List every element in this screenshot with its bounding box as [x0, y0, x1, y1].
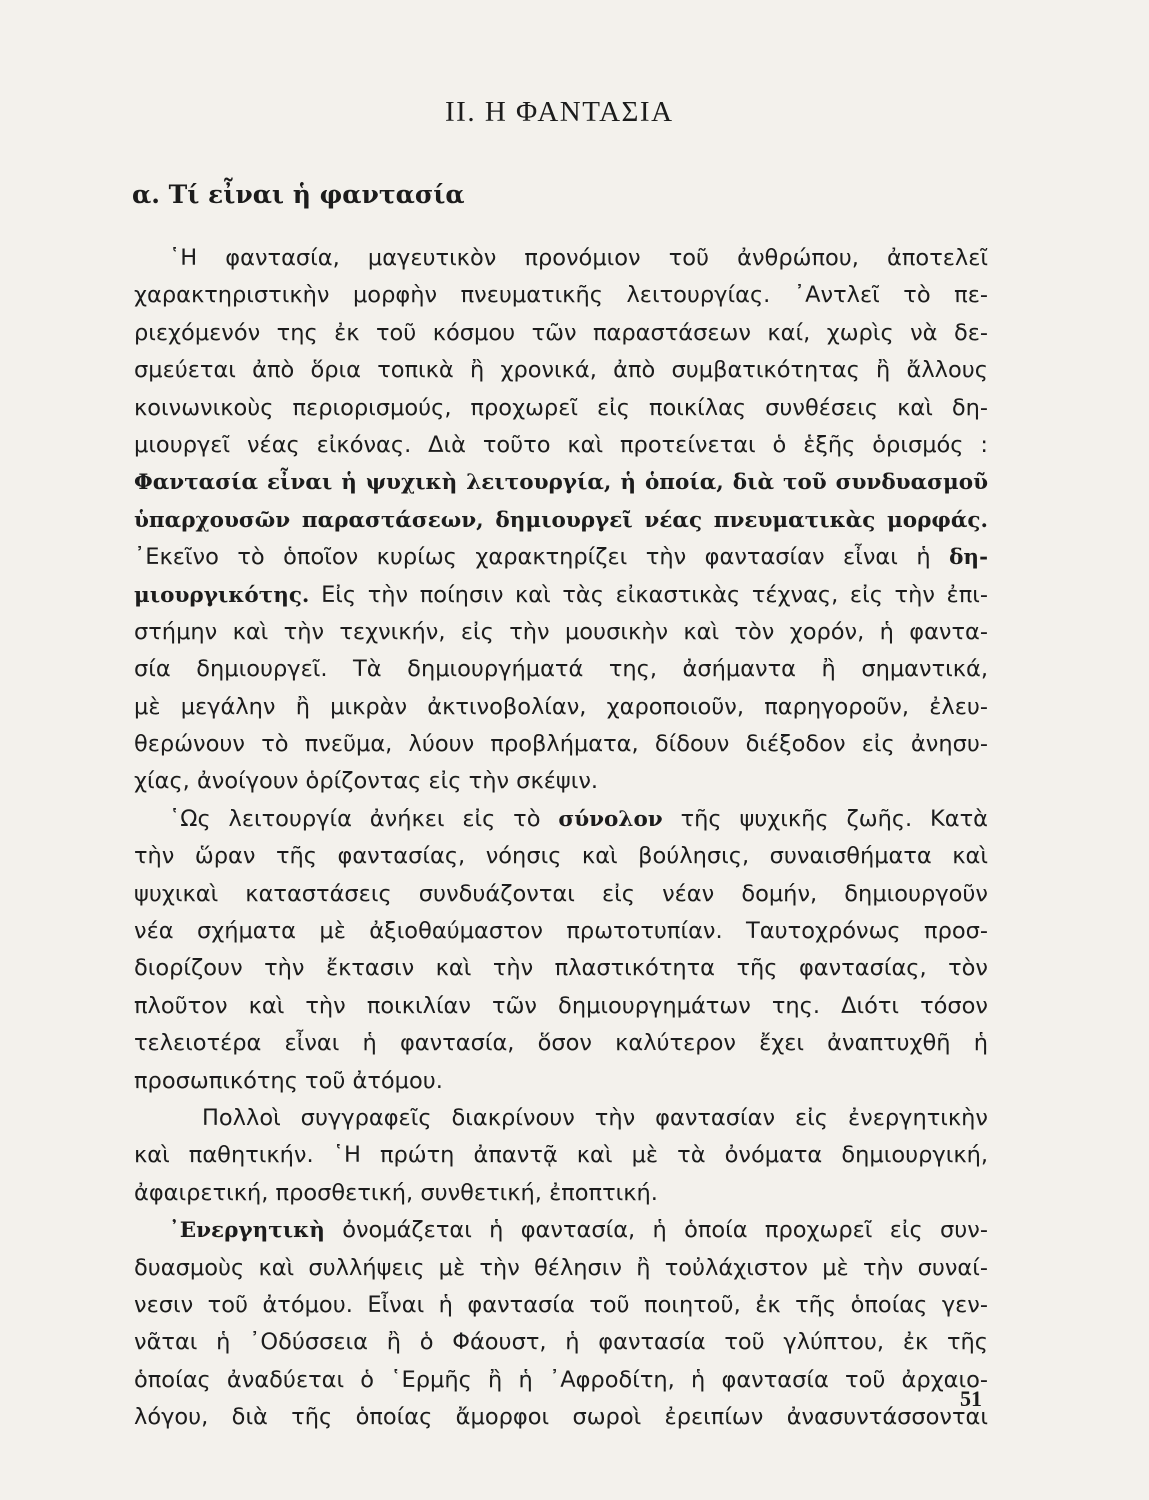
- text-line: καὶ παθητικήν. ῾Η πρώτη ἀπαντᾷ καὶ μὲ τὰ ὀνόματα δημιουργική,: [134, 1142, 988, 1169]
- text-line: μὲ μεγάλην ἢ μικρὰν ἀκτινοβολίαν, χαροποιοῦν, παρηγοροῦν, ἐλευ-: [134, 693, 988, 720]
- text-span: Εἰς τὴν ποίησιν καὶ τὰς εἰκαστικὰς τέχνας, εἰς τὴν ἐπι-: [309, 581, 988, 608]
- text-line: [134, 577, 988, 614]
- text-line: Πολλοὶ συγγραφεῖς διακρίνουν τὴν φαντασίαν εἰς ἐνεργητικὴν: [202, 1104, 988, 1131]
- text-line: χίας, ἀνοίγουν ὁρίζοντας εἰς τὴν σκέψιν.: [134, 768, 599, 795]
- text-line: ῾Η φαντασία, μαγευτικὸν προνόμιον τοῦ ἀνθρώπου, ἀποτελεῖ: [169, 245, 988, 271]
- text-span: ᾿Εκεῖνο τὸ ὁποῖον κυρίως χαρακτηρίζει τὴν φαντασίαν εἶναι ἡ: [134, 544, 950, 571]
- text-span: ὀνομάζεται ἡ φαντασία, ἡ ὁποία προχωρεῖ εἰς συν-: [324, 1217, 988, 1244]
- text-span: ῾Ως λειτουργία ἀνήκει εἰς τὸ: [169, 805, 559, 832]
- text-line: θερώνουν τὸ πνεῦμα, λύουν προβλήματα, δίδουν διέξοδον εἰς ἀνησυ-: [134, 731, 988, 758]
- emphasis-text: μιουργικότης.: [134, 582, 310, 608]
- definition-line: Φαντασία εἶναι ἡ ψυχικὴ λειτουργία, ἡ ὁποία, διὰ τοῦ συνδυασμοῦ: [134, 470, 988, 496]
- text-line: ψυχικαὶ καταστάσεις συνδυάζονται εἰς νέαν δομήν, δημιουργοῦν: [134, 880, 988, 907]
- emphasis-text: ᾿Ενεργητικὴ: [169, 1218, 325, 1244]
- emphasis-text: δη-: [949, 545, 988, 571]
- page-number: 51: [960, 1386, 982, 1411]
- text-line: δυασμοὺς καὶ συλλήψεις μὲ τὴν θέλησιν ἢ τοὐλάχιστον μὲ τὴν συναί-: [134, 1254, 988, 1281]
- chapter-title: ΙΙ. Η ΦΑΝΤΑΣΙΑ: [445, 96, 674, 128]
- text-line: σμεύεται ἀπὸ ὅρια τοπικὰ ἢ χρονικά, ἀπὸ συμβατικότητας ἢ ἄλλους: [134, 357, 988, 384]
- text-line: νέα σχήματα μὲ ἀξιοθαύμαστον πρωτοτυπίαν. Ταυτοχρόνως προσ-: [134, 918, 988, 945]
- definition-line: ὑπαρχουσῶν παραστάσεων, δημιουργεῖ νέας πνευματικὰς μορφάς.: [134, 507, 988, 533]
- text-line: νᾶται ἡ ᾿Οδύσσεια ἢ ὁ Φάουστ, ἡ φαντασία τοῦ γλύπτου, ἐκ τῆς: [134, 1329, 988, 1356]
- text-line: νεσιν τοῦ ἀτόμου. Εἶναι ἡ φαντασία τοῦ ποιητοῦ, ἐκ τῆς ὁποίας γεν-: [134, 1291, 988, 1318]
- text-line: στήμην καὶ τὴν τεχνικήν, εἰς τὴν μουσικὴν καὶ τὸν χορόν, ἡ φαντα-: [134, 618, 988, 645]
- text-line: [134, 539, 988, 576]
- text-line: λόγου, διὰ τῆς ὁποίας ἄμορφοι σωροὶ ἐρειπίων ἀνασυντάσσονται: [134, 1404, 988, 1431]
- text-line: κοινωνικοὺς περιορισμούς, προχωρεῖ εἰς ποικίλας συνθέσεις καὶ δη-: [134, 394, 988, 421]
- section-title: α. Τί εἶναι ἡ φαντασία: [132, 180, 465, 209]
- text-line: τὴν ὥραν τῆς φαντασίας, νόησις καὶ βούλησις, συναισθήματα καὶ: [134, 843, 988, 870]
- text-line: ὁποίας ἀναδύεται ὁ ῾Ερμῆς ἢ ἡ ᾿Αφροδίτη, ἡ φαντασία τοῦ ἀρχαιο-: [134, 1366, 988, 1393]
- text-line: σία δημιουργεῖ. Τὰ δημιουργήματά της, ἀσήμαντα ἢ σημαντικά,: [134, 656, 988, 683]
- text-line: προσωπικότης τοῦ ἀτόμου.: [134, 1067, 443, 1094]
- text-line: χαρακτηριστικὴν μορφὴν πνευματικῆς λειτουργίας. ᾿Αντλεῖ τὸ πε-: [134, 282, 988, 309]
- text-span: τῆς ψυχικῆς ζωῆς. Κατὰ: [662, 805, 988, 832]
- text-line: ριεχόμενόν της ἐκ τοῦ κόσμου τῶν παραστάσεων καί, χωρὶς νὰ δε-: [134, 319, 988, 346]
- text-line: πλοῦτον καὶ τὴν ποικιλίαν τῶν δημιουργημάτων της. Διότι τόσον: [134, 992, 988, 1019]
- text-line: μιουργεῖ νέας εἰκόνας. Διὰ τοῦτο καὶ προτείνεται ὁ ἑξῆς ὁρισμός :: [134, 431, 988, 458]
- text-line: ἀφαιρετική, προσθετική, συνθετική, ἐποπτική.: [134, 1179, 658, 1206]
- text-line: [134, 801, 988, 838]
- text-line: τελειοτέρα εἶναι ἡ φαντασία, ὅσον καλύτερον ἔχει ἀναπτυχθῆ ἡ: [134, 1030, 988, 1057]
- emphasis-text: σύνολον: [558, 806, 663, 832]
- text-line: [134, 1212, 988, 1249]
- text-line: διορίζουν τὴν ἔκτασιν καὶ τὴν πλαστικότητα τῆς φαντασίας, τὸν: [134, 955, 988, 982]
- body-text: [134, 240, 988, 1437]
